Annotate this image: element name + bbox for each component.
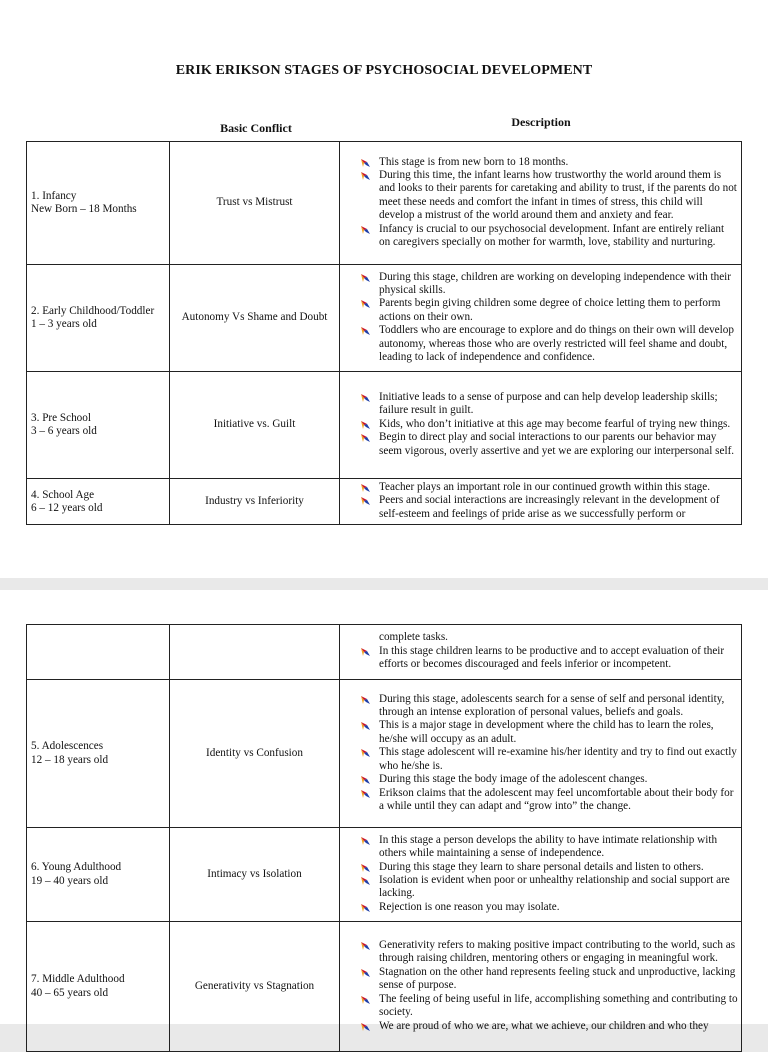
arrow-bullet-icon (361, 483, 371, 493)
arrow-bullet-icon (361, 903, 371, 913)
table-row (27, 142, 742, 265)
bullet-text: In this stage children learns to be productive and to accept evaluation of their efforts or becomes discouraged and feels inferior or incompetent. (379, 644, 725, 671)
stage-name: 5. Adolescences (31, 740, 104, 753)
conflict-cell: Identity vs Confusion (170, 680, 340, 828)
bullet-text: Parents begin giving children some degree of choice letting them to perform actions on their own. (379, 297, 721, 323)
stage-cell (27, 142, 170, 265)
table-row (27, 372, 742, 479)
bullet-text: Begin to direct play and social interactions to our parents our behavior may seem vigorous, overly assertive and yet we are exploring our interpersonal self. (379, 431, 735, 457)
bullet-list (342, 834, 738, 914)
arrow-bullet-icon (361, 775, 371, 785)
stage-age: 6 – 12 years old (31, 502, 103, 515)
bullet-text: Teacher plays an important role in our continued growth within this stage. (379, 481, 711, 493)
stage-name: 3. Pre School (31, 411, 91, 424)
table-row (27, 479, 742, 525)
list-item (342, 874, 738, 901)
bullet-text: This is a major stage in development where the child has to learn the roles, he/she will occupy as an adult. (379, 719, 714, 745)
arrow-bullet-icon (361, 647, 371, 657)
arrow-bullet-icon (361, 941, 371, 951)
stage-age: 19 – 40 years old (31, 874, 109, 887)
arrow-bullet-icon (361, 863, 371, 873)
bullet-list (342, 693, 738, 814)
table-row (27, 265, 742, 372)
list-item (342, 631, 738, 644)
stages-table-page-1 (26, 141, 742, 525)
bullet-text: During this stage, children are working on developing independence with their physical skills. (379, 270, 731, 296)
list-item (342, 645, 738, 672)
arrow-bullet-icon (361, 748, 371, 758)
arrow-bullet-icon (361, 496, 371, 506)
arrow-bullet-icon (361, 721, 371, 731)
stage-age: New Born – 18 Months (31, 203, 137, 215)
stage-age: 1 – 3 years old (31, 318, 97, 330)
list-item (342, 693, 738, 720)
bullet-text: Initiative leads to a sense of purpose and can help develop leadership skills; failure result in guilt. (379, 390, 718, 417)
bullet-text: This stage adolescent will re-examine his/her identity and try to find out exactly who he/she is. (379, 746, 737, 772)
stage-name: 2. Early Childhood/Toddler (31, 304, 155, 317)
stage-name: 4. School Age (31, 488, 95, 501)
description-cell (340, 828, 742, 922)
list-item (342, 966, 738, 993)
conflict-cell: Trust vs Mistrust (170, 142, 340, 265)
arrow-bullet-icon (361, 695, 371, 705)
bullet-text: We are proud of who we are, what we achieve, our children and who they (379, 1019, 709, 1032)
bullet-text: Rejection is one reason you may isolate. (379, 900, 560, 913)
bullet-text: Erikson claims that the adolescent may feel uncomfortable about their body for a while until they can adapt and “grow into” the change. (379, 786, 734, 812)
table-row (27, 625, 742, 680)
arrow-bullet-icon (361, 995, 371, 1005)
bullet-text: In this stage a person develops the ability to have intimate relationship with others while maintaining a sense of independence. (379, 833, 718, 860)
list-item (342, 223, 738, 250)
bullet-list (342, 939, 738, 1033)
table-row (27, 680, 742, 828)
arrow-bullet-icon (361, 326, 371, 336)
bullet-list (342, 631, 738, 671)
stage-age: 40 – 65 years old (31, 986, 109, 999)
stage-name: 7. Middle Adulthood (31, 973, 125, 986)
table-row (27, 922, 742, 1052)
conflict-cell: Intimacy vs Isolation (170, 828, 340, 922)
list-item (342, 156, 738, 169)
bullet-text: Kids, who don’t initiative at this age may become fearful of trying new things. (379, 417, 731, 430)
description-cell (340, 922, 742, 1052)
stage-cell (27, 922, 170, 1052)
bullet-text: Infancy is crucial to our psychosocial development. Infant are entirely reliant on caregivers specially on mother for warmth, love, stability and nurturing. (379, 222, 725, 249)
description-cell (340, 265, 742, 372)
bullet-text: complete tasks. (379, 631, 448, 644)
stage-cell (27, 625, 170, 680)
description-cell (340, 372, 742, 479)
list-item (342, 993, 738, 1020)
arrow-bullet-icon (361, 171, 371, 181)
stages-table-page-2 (26, 624, 742, 1052)
bullet-text: Generativity refers to making positive impact contributing to the world, such as through raising children, mentoring others or engaging in meaningful work. (379, 939, 736, 965)
stage-cell (27, 479, 170, 525)
stage-cell (27, 265, 170, 372)
bullet-list (342, 271, 738, 365)
arrow-bullet-icon (361, 789, 371, 799)
stage-cell (27, 828, 170, 922)
list-item (342, 787, 738, 814)
list-item (342, 939, 738, 966)
arrow-bullet-icon (361, 420, 371, 430)
conflict-cell: Generativity vs Stagnation (170, 922, 340, 1052)
stage-cell (27, 372, 170, 479)
bullet-text: Isolation is evident when poor or unhealthy relationship and social support are lacking. (379, 874, 730, 900)
list-item (342, 1020, 738, 1033)
bullet-text: Peers and social interactions are increasingly relevant in the development of self-esteem and feelings of pride arise as we successfully perform or (379, 494, 720, 520)
arrow-bullet-icon (361, 299, 371, 309)
description-cell (340, 680, 742, 828)
arrow-bullet-icon (361, 393, 371, 403)
bullet-text: This stage is from new born to 18 months. (379, 155, 569, 168)
document-title: ERIK ERIKSON STAGES OF PSYCHOSOCIAL DEVELOPMENT (175, 63, 593, 78)
bullet-text: Toddlers who are encourage to explore and do things on their own will develop autonomy, whereas those who are overly restricted will feel shame and doubt, leading to lack of independence and confidence. (379, 324, 734, 364)
list-item (342, 391, 738, 418)
document-page-2 (0, 590, 768, 1032)
arrow-bullet-icon (361, 225, 371, 235)
list-item (342, 481, 738, 494)
arrow-bullet-icon (361, 1022, 371, 1032)
list-item (342, 719, 738, 746)
conflict-cell: Initiative vs. Guilt (170, 372, 340, 479)
stage-age: 12 – 18 years old (31, 753, 109, 766)
arrow-bullet-icon (361, 158, 371, 168)
list-item (342, 494, 738, 521)
arrow-bullet-icon (361, 273, 371, 283)
arrow-bullet-icon (361, 876, 371, 886)
arrow-bullet-icon (361, 433, 371, 443)
bullet-text: During this stage, adolescents search for a sense of self and personal identity, through an intense exploration of personal values, beliefs and goals. (379, 692, 725, 719)
stage-cell (27, 680, 170, 828)
description-cell (340, 479, 742, 525)
list-item (342, 773, 738, 786)
stage-name: 6. Young Adulthood (31, 861, 122, 874)
description-cell (340, 142, 742, 265)
list-item (342, 834, 738, 861)
description-cell (340, 625, 742, 680)
header-basic-conflict: Basic Conflict (220, 121, 292, 135)
arrow-bullet-icon (361, 968, 371, 978)
bullet-text: During this stage the body image of the adolescent changes. (379, 773, 648, 786)
list-item (342, 901, 738, 914)
stage-name: 1. Infancy (31, 189, 77, 202)
conflict-cell (170, 625, 340, 680)
list-item (342, 861, 738, 874)
list-item (342, 746, 738, 773)
stage-age: 3 – 6 years old (31, 425, 97, 437)
bullet-text: During this time, the infant learns how trustworthy the world around them is and looks to their parents for caretaking and ability to trust, if the parents do not meet these needs and comfort the infant in times of stress, this child will develop a mistrust of the world around them and anxiety and fear. (379, 168, 737, 222)
header-description: Description (511, 115, 571, 129)
bullet-list (342, 156, 738, 250)
list-item (342, 431, 738, 458)
list-item (342, 297, 738, 324)
bullet-text: Stagnation on the other hand represents feeling stuck and unproductive, lacking sense of purpose. (379, 965, 736, 992)
bullet-text: During this stage they learn to share personal details and listen to others. (379, 860, 704, 873)
conflict-cell: Autonomy Vs Shame and Doubt (170, 265, 340, 372)
bullet-list (342, 391, 738, 458)
bullet-list (342, 481, 738, 521)
list-item (342, 324, 738, 364)
list-item (342, 169, 738, 223)
conflict-cell: Industry vs Inferiority (170, 479, 340, 525)
list-item (342, 418, 738, 431)
table-row (27, 828, 742, 922)
list-item (342, 271, 738, 298)
arrow-bullet-icon (361, 836, 371, 846)
bullet-text: The feeling of being useful in life, accomplishing something and contributing to society. (379, 992, 738, 1019)
